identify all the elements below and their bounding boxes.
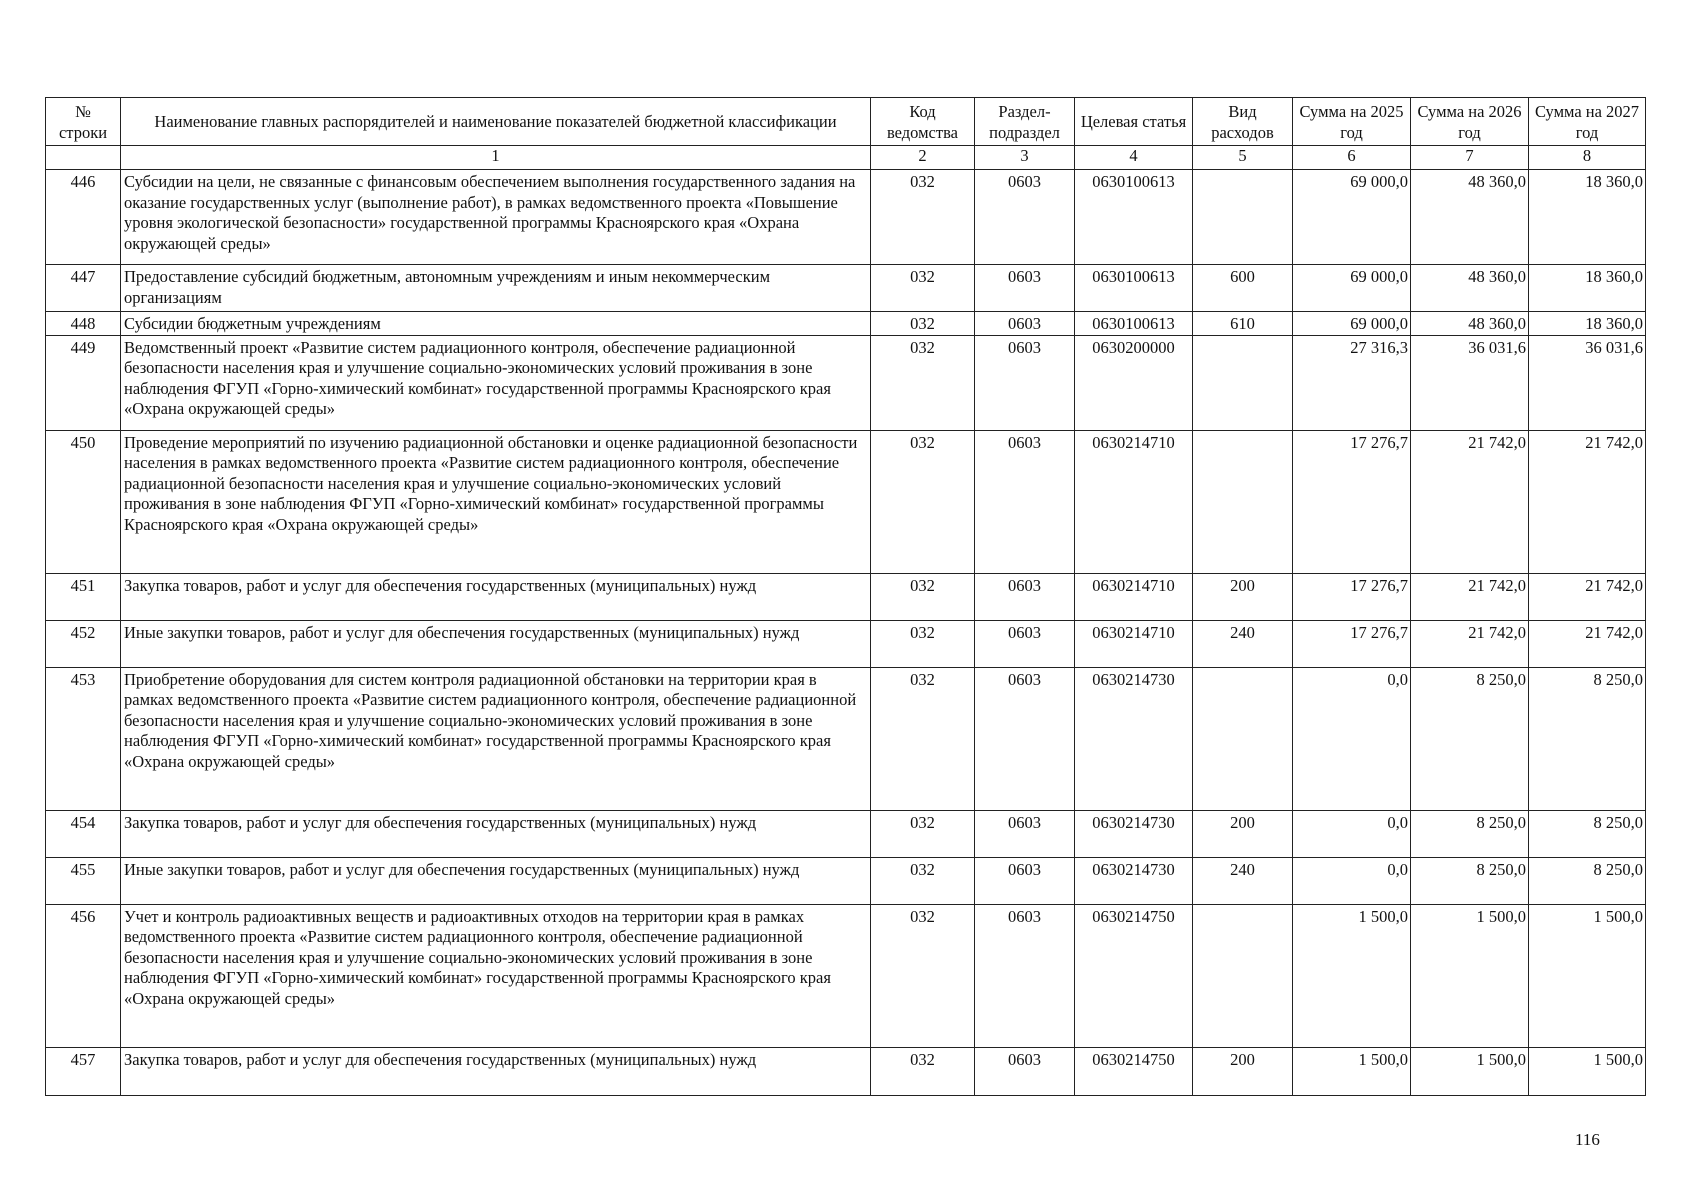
department-code: 032 [871, 620, 975, 667]
sum-2025: 69 000,0 [1293, 170, 1411, 265]
sum-2026: 48 360,0 [1411, 312, 1529, 336]
target-article: 0630214750 [1075, 1047, 1193, 1095]
section-code: 0603 [975, 265, 1075, 312]
department-code: 032 [871, 857, 975, 904]
row-name: Закупка товаров, работ и услуг для обеспечения государственных (муниципальных) нужд [121, 810, 871, 857]
sum-2026: 21 742,0 [1411, 430, 1529, 573]
row-number: 457 [46, 1047, 121, 1095]
row-number: 450 [46, 430, 121, 573]
row-name: Проведение мероприятий по изучению радиационной обстановки и оценке радиационной безопасности населения в рамках ведомственного проекта «Развитие систем радиационного контроля, обеспечение радиационной безопасности населения края и улучшение социально-экономических условий проживания в зоне наблюдения ФГУП «Горно-химический комбинат» государственной программы Красноярского края «Охрана окружающей среды» [121, 430, 871, 573]
header-department-code: Код ведомства [871, 98, 975, 146]
row-name: Иные закупки товаров, работ и услуг для обеспечения государственных (муниципальных) нужд [121, 857, 871, 904]
department-code: 032 [871, 1047, 975, 1095]
row-name: Субсидии бюджетным учреждениям [121, 312, 871, 336]
row-name: Закупка товаров, работ и услуг для обеспечения государственных (муниципальных) нужд [121, 573, 871, 620]
sum-2027: 21 742,0 [1529, 430, 1646, 573]
row-number: 452 [46, 620, 121, 667]
table-row [46, 170, 1646, 265]
section-code: 0603 [975, 857, 1075, 904]
sum-2027: 18 360,0 [1529, 312, 1646, 336]
row-number: 451 [46, 573, 121, 620]
sum-2027: 36 031,6 [1529, 335, 1646, 430]
table-row [46, 667, 1646, 810]
header-row [46, 98, 1646, 146]
target-article: 0630214750 [1075, 904, 1193, 1047]
header-sum-2026: Сумма на 2026 год [1411, 98, 1529, 146]
column-number: 3 [975, 146, 1075, 170]
column-number: 7 [1411, 146, 1529, 170]
expense-kind: 200 [1193, 1047, 1293, 1095]
column-number: 8 [1529, 146, 1646, 170]
sum-2027: 8 250,0 [1529, 857, 1646, 904]
target-article: 0630214730 [1075, 857, 1193, 904]
sum-2026: 1 500,0 [1411, 904, 1529, 1047]
target-article: 0630200000 [1075, 335, 1193, 430]
header-section: Раздел-подраздел [975, 98, 1075, 146]
expense-kind [1193, 170, 1293, 265]
department-code: 032 [871, 265, 975, 312]
table-row [46, 1047, 1646, 1095]
row-number: 453 [46, 667, 121, 810]
sum-2027: 8 250,0 [1529, 810, 1646, 857]
row-number: 448 [46, 312, 121, 336]
department-code: 032 [871, 312, 975, 336]
row-number: 455 [46, 857, 121, 904]
section-code: 0603 [975, 810, 1075, 857]
sum-2025: 27 316,3 [1293, 335, 1411, 430]
sum-2025: 0,0 [1293, 810, 1411, 857]
expense-kind: 600 [1193, 265, 1293, 312]
row-number: 447 [46, 265, 121, 312]
section-code: 0603 [975, 573, 1075, 620]
expense-kind: 200 [1193, 573, 1293, 620]
sum-2025: 17 276,7 [1293, 573, 1411, 620]
target-article: 0630100613 [1075, 170, 1193, 265]
page-number: 116 [1575, 1130, 1600, 1149]
expense-kind [1193, 335, 1293, 430]
column-number: 4 [1075, 146, 1193, 170]
budget-table [45, 97, 1646, 1096]
row-name: Приобретение оборудования для систем контроля радиационной обстановки на территории края в рамках ведомственного проекта «Развитие систем радиационного контроля, обеспечение радиационной безопасности населения края и улучшение социально-экономических условий проживания в зоне наблюдения ФГУП «Горно-химический комбинат» государственной программы Красноярского края «Охрана окружающей среды» [121, 667, 871, 810]
sum-2027: 21 742,0 [1529, 620, 1646, 667]
target-article: 0630214730 [1075, 667, 1193, 810]
section-code: 0603 [975, 312, 1075, 336]
expense-kind: 240 [1193, 857, 1293, 904]
section-code: 0603 [975, 1047, 1075, 1095]
sum-2025: 0,0 [1293, 667, 1411, 810]
table-row [46, 857, 1646, 904]
table-row [46, 573, 1646, 620]
table-row [46, 312, 1646, 336]
expense-kind: 610 [1193, 312, 1293, 336]
sum-2027: 18 360,0 [1529, 170, 1646, 265]
header-sum-2025: Сумма на 2025 год [1293, 98, 1411, 146]
row-number: 449 [46, 335, 121, 430]
section-code: 0603 [975, 620, 1075, 667]
sum-2026: 8 250,0 [1411, 667, 1529, 810]
department-code: 032 [871, 170, 975, 265]
header-sum-2027: Сумма на 2027 год [1529, 98, 1646, 146]
department-code: 032 [871, 573, 975, 620]
table-row [46, 265, 1646, 312]
sum-2027: 18 360,0 [1529, 265, 1646, 312]
header-row-number: № строки [46, 98, 121, 146]
table-row [46, 810, 1646, 857]
row-number: 446 [46, 170, 121, 265]
sum-2026: 8 250,0 [1411, 857, 1529, 904]
expense-kind [1193, 430, 1293, 573]
target-article: 0630214730 [1075, 810, 1193, 857]
sum-2025: 0,0 [1293, 857, 1411, 904]
sum-2027: 21 742,0 [1529, 573, 1646, 620]
sum-2025: 1 500,0 [1293, 1047, 1411, 1095]
department-code: 032 [871, 667, 975, 810]
sum-2026: 21 742,0 [1411, 620, 1529, 667]
table-row [46, 904, 1646, 1047]
header-target-article: Целевая статья [1075, 98, 1193, 146]
expense-kind [1193, 904, 1293, 1047]
target-article: 0630214710 [1075, 430, 1193, 573]
department-code: 032 [871, 904, 975, 1047]
sum-2025: 17 276,7 [1293, 430, 1411, 573]
sum-2025: 1 500,0 [1293, 904, 1411, 1047]
column-number-row [46, 146, 1646, 170]
row-name: Иные закупки товаров, работ и услуг для обеспечения государственных (муниципальных) нужд [121, 620, 871, 667]
target-article: 0630100613 [1075, 312, 1193, 336]
sum-2027: 1 500,0 [1529, 1047, 1646, 1095]
table-row [46, 335, 1646, 430]
header-expense-kind: Вид расходов [1193, 98, 1293, 146]
sum-2027: 1 500,0 [1529, 904, 1646, 1047]
sum-2027: 8 250,0 [1529, 667, 1646, 810]
section-code: 0603 [975, 904, 1075, 1047]
column-number: 6 [1293, 146, 1411, 170]
row-name: Ведомственный проект «Развитие систем радиационного контроля, обеспечение радиационной безопасности населения края и улучшение социально-экономических условий проживания в зоне наблюдения ФГУП «Горно-химический комбинат» государственной программы Красноярского края «Охрана окружающей среды» [121, 335, 871, 430]
sum-2026: 36 031,6 [1411, 335, 1529, 430]
department-code: 032 [871, 810, 975, 857]
sum-2026: 8 250,0 [1411, 810, 1529, 857]
row-name: Предоставление субсидий бюджетным, автономным учреждениям и иным некоммерческим организациям [121, 265, 871, 312]
sum-2026: 48 360,0 [1411, 265, 1529, 312]
sum-2026: 1 500,0 [1411, 1047, 1529, 1095]
expense-kind: 240 [1193, 620, 1293, 667]
sum-2025: 69 000,0 [1293, 265, 1411, 312]
sum-2025: 17 276,7 [1293, 620, 1411, 667]
sum-2026: 48 360,0 [1411, 170, 1529, 265]
row-name: Закупка товаров, работ и услуг для обеспечения государственных (муниципальных) нужд [121, 1047, 871, 1095]
sum-2026: 21 742,0 [1411, 573, 1529, 620]
section-code: 0603 [975, 430, 1075, 573]
target-article: 0630100613 [1075, 265, 1193, 312]
row-number: 454 [46, 810, 121, 857]
table-row [46, 620, 1646, 667]
expense-kind: 200 [1193, 810, 1293, 857]
header-name: Наименование главных распорядителей и наименование показателей бюджетной классификации [121, 98, 871, 146]
column-number [46, 146, 121, 170]
budget-table-sheet [45, 97, 1645, 1096]
column-number: 5 [1193, 146, 1293, 170]
row-name: Субсидии на цели, не связанные с финансовым обеспечением выполнения государственного задания на оказание государственных услуг (выполнение работ), в рамках ведомственного проекта «Повышение уровня экологической безопасности» государственной программы Красноярского края «Охрана окружающей среды» [121, 170, 871, 265]
target-article: 0630214710 [1075, 573, 1193, 620]
target-article: 0630214710 [1075, 620, 1193, 667]
department-code: 032 [871, 335, 975, 430]
sum-2025: 69 000,0 [1293, 312, 1411, 336]
expense-kind [1193, 667, 1293, 810]
section-code: 0603 [975, 335, 1075, 430]
department-code: 032 [871, 430, 975, 573]
row-number: 456 [46, 904, 121, 1047]
table-row [46, 430, 1646, 573]
section-code: 0603 [975, 667, 1075, 810]
column-number: 1 [121, 146, 871, 170]
section-code: 0603 [975, 170, 1075, 265]
row-name: Учет и контроль радиоактивных веществ и радиоактивных отходов на территории края в рамках ведомственного проекта «Развитие систем радиационного контроля, обеспечение радиационной безопасности населения края и улучшение социально-экономических условий проживания в зоне наблюдения ФГУП «Горно-химический комбинат» государственной программы Красноярского края «Охрана окружающей среды» [121, 904, 871, 1047]
column-number: 2 [871, 146, 975, 170]
